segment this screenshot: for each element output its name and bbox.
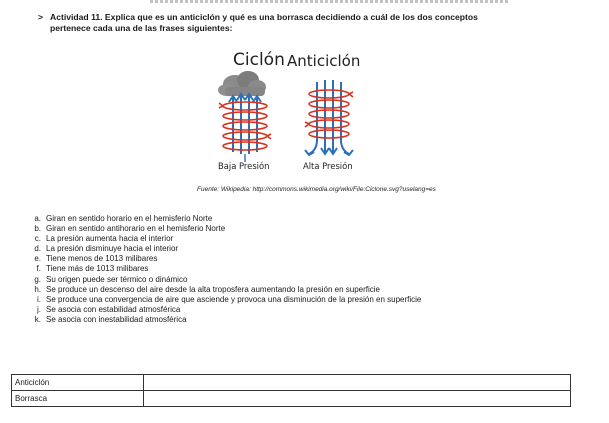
- item-text: Tiene más de 1013 milibares: [46, 264, 149, 274]
- item-letter: d.: [34, 244, 41, 254]
- heading-line-2: pertenece cada una de las frases siguientes:: [50, 23, 233, 33]
- item-text: Se produce una convergencia de aire que asciende y provoca una disminución de la presión en superficie: [46, 294, 422, 304]
- list-item: [28, 264, 421, 274]
- item-letter: h.: [34, 284, 41, 294]
- item-text: Giran en sentido horario en el hemisferio Norte: [46, 214, 213, 223]
- answer-field-borrasca[interactable]: [144, 391, 571, 407]
- label-baja-presion: Baja Presión: [218, 161, 270, 171]
- item-text: Giran en sentido antihorario en el hemisferio Norte: [46, 224, 226, 234]
- table-row: [12, 391, 571, 407]
- item-letter: f.: [36, 264, 41, 274]
- label-alta-presion: Alta Presión: [303, 161, 353, 171]
- anticyclone-spiral-icon: [305, 90, 353, 138]
- statement-list: [28, 214, 421, 325]
- item-letter: k.: [34, 314, 41, 324]
- item-letter: e.: [34, 254, 41, 264]
- item-letter: c.: [34, 234, 41, 244]
- answer-table: [11, 374, 571, 407]
- item-letter: i.: [37, 294, 41, 304]
- list-item: [28, 244, 421, 254]
- item-text: Su origen puede ser térmico o dinámico: [46, 274, 188, 284]
- answer-field-anticiclon[interactable]: [144, 375, 571, 391]
- list-item: [28, 224, 421, 234]
- anticyclone-diagram: [305, 80, 353, 155]
- item-text: Se asocia con inestabilidad atmosférica: [46, 314, 187, 324]
- item-text: Tiene menos de 1013 milibares: [46, 254, 158, 264]
- list-item: [28, 305, 421, 315]
- list-item: [28, 275, 421, 285]
- row-label-borrasca: Borrasca: [12, 391, 144, 407]
- item-text: Se produce un descenso del aire desde la alta troposfera aumentando la presión en superficie: [46, 284, 380, 294]
- cropped-text-line: [150, 0, 510, 3]
- activity-heading: [38, 12, 598, 34]
- item-text: La presión disminuye hacia el interior: [46, 244, 179, 254]
- table-row: [12, 375, 571, 391]
- heading-marker: >: [38, 12, 44, 22]
- figure-source-caption: Fuente: Wikipedia: http://commons.wikimedia.org/wiki/File:Ciclone.svg?uselang=es: [197, 186, 436, 193]
- list-item: [28, 295, 421, 305]
- item-letter: a.: [34, 214, 41, 223]
- cyclone-diagram: [218, 71, 271, 162]
- storm-cloud-icon: [218, 71, 266, 96]
- list-item: [28, 285, 421, 295]
- list-item: [28, 234, 421, 244]
- item-letter: j.: [37, 304, 41, 314]
- cyclone-anticyclone-illustration: [205, 70, 385, 162]
- list-item: [28, 254, 421, 264]
- figure-title-anticiclon: Anticiclón: [287, 52, 361, 70]
- heading-line-1: Actividad 11. Explica que es un anticiclón y qué es una borrasca decidiendo a cuál de los dos conceptos: [50, 12, 478, 22]
- row-label-anticiclon: Anticiclón: [12, 375, 144, 391]
- figure-title-ciclon: Ciclón: [233, 50, 285, 70]
- item-text: La presión aumenta hacia el interior: [46, 234, 174, 244]
- cyclone-spiral-icon: [219, 102, 271, 150]
- item-text: Se asocia con estabilidad atmosférica: [46, 304, 181, 314]
- list-item: [28, 315, 421, 325]
- list-item: [28, 214, 421, 224]
- item-letter: b.: [34, 224, 41, 234]
- item-letter: g.: [34, 274, 41, 284]
